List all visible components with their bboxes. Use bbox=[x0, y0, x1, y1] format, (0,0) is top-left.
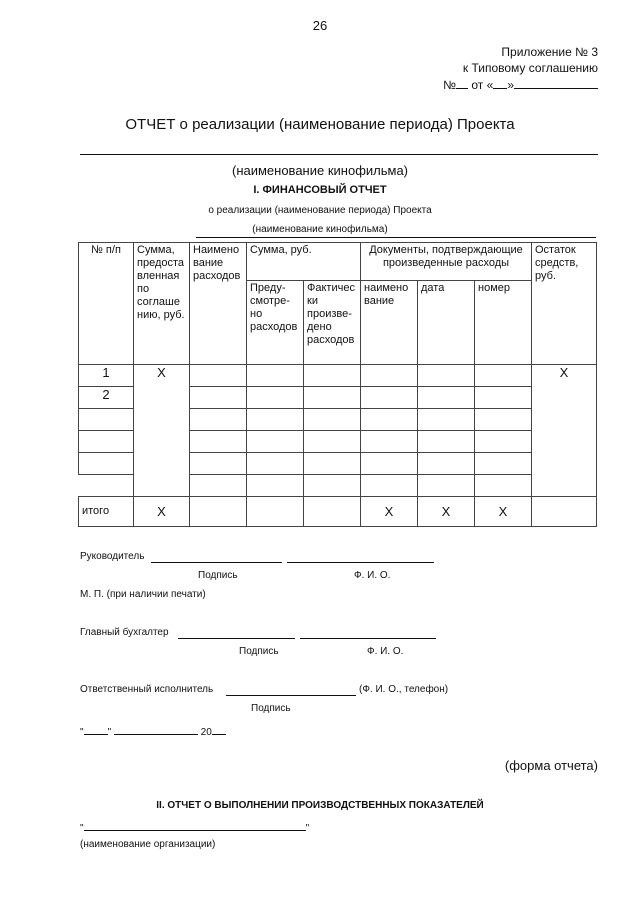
table-cell bbox=[190, 409, 247, 431]
table-cell bbox=[247, 431, 304, 453]
table-cell bbox=[79, 431, 134, 453]
head-signature-caption: Подпись bbox=[198, 570, 238, 581]
table-cell bbox=[79, 475, 134, 497]
head-fio-line bbox=[287, 562, 434, 563]
table-cell bbox=[304, 431, 361, 453]
appendix-month-blank bbox=[514, 76, 598, 89]
table-cell bbox=[361, 409, 418, 431]
date-year-blank bbox=[212, 722, 226, 735]
table-cell bbox=[418, 431, 475, 453]
total-row bbox=[79, 497, 597, 527]
project-name-line bbox=[80, 154, 598, 155]
org-name-line: " " bbox=[80, 818, 309, 834]
table-cell bbox=[361, 387, 418, 409]
x-mark: Х bbox=[532, 365, 597, 497]
org-name-blank bbox=[84, 818, 306, 831]
table-cell bbox=[247, 409, 304, 431]
table-cell bbox=[247, 475, 304, 497]
header-sum-actual: Фактичес ки произве-дено расходов bbox=[304, 281, 361, 365]
header-doc-date: дата bbox=[418, 281, 475, 365]
row-num: 2 bbox=[79, 387, 134, 409]
header-sum-planned: Преду-смотре-но расходов bbox=[247, 281, 304, 365]
accountant-fio-caption: Ф. И. О. bbox=[367, 646, 404, 657]
appendix-day-blank bbox=[493, 76, 507, 89]
header-doc-number: номер bbox=[475, 281, 532, 365]
table-cell bbox=[190, 497, 247, 527]
table-cell bbox=[247, 387, 304, 409]
table-cell bbox=[190, 453, 247, 475]
table-cell bbox=[304, 497, 361, 527]
head-fio-caption: Ф. И. О. bbox=[354, 570, 391, 581]
table-cell bbox=[79, 409, 134, 431]
table-cell bbox=[79, 453, 134, 475]
table-cell bbox=[361, 475, 418, 497]
head-label: Руководитель bbox=[80, 551, 145, 562]
accountant-label: Главный бухгалтер bbox=[80, 627, 169, 638]
appendix-line1: Приложение № 3 bbox=[501, 45, 598, 59]
form-label: (форма отчета) bbox=[504, 758, 598, 773]
table-row bbox=[79, 365, 597, 387]
table-cell bbox=[418, 365, 475, 387]
header-doc-name: наимено вание bbox=[361, 281, 418, 365]
table-cell bbox=[304, 453, 361, 475]
table-cell bbox=[475, 409, 532, 431]
section2-title: II. ОТЧЕТ О ВЫПОЛНЕНИИ ПРОИЗВОДСТВЕННЫХ ПОКАЗАТЕЛЕЙ bbox=[156, 800, 484, 811]
appendix-block bbox=[443, 44, 598, 93]
date-year-prefix: 20 bbox=[200, 727, 212, 738]
table-cell bbox=[418, 453, 475, 475]
date-day-blank bbox=[84, 722, 108, 735]
header-sum-rub: Сумма, руб. bbox=[247, 243, 361, 281]
appendix-num-prefix: № bbox=[443, 78, 457, 92]
table-cell bbox=[361, 365, 418, 387]
section1-title: I. ФИНАНСОВЫЙ ОТЧЕТ bbox=[253, 184, 387, 196]
appendix-date-mid: » bbox=[507, 78, 514, 92]
table-cell bbox=[532, 497, 597, 527]
row-num: 1 bbox=[79, 365, 134, 387]
accountant-signature-caption: Подпись bbox=[239, 646, 279, 657]
executor-label: Ответственный исполнитель bbox=[80, 684, 214, 695]
executor-signature-line bbox=[226, 695, 356, 696]
total-label: итого bbox=[79, 497, 134, 527]
x-mark: Х bbox=[418, 497, 475, 527]
table-cell bbox=[190, 365, 247, 387]
financial-table bbox=[78, 242, 597, 527]
x-mark: Х bbox=[475, 497, 532, 527]
header-balance: Остаток средств, руб. bbox=[532, 243, 597, 365]
executor-signature-caption: Подпись bbox=[251, 703, 291, 714]
table-cell bbox=[418, 475, 475, 497]
section1-film-name: (наименование кинофильма) bbox=[252, 224, 388, 235]
accountant-fio-line bbox=[300, 638, 436, 639]
appendix-date-prefix: от « bbox=[471, 78, 494, 92]
appendix-num-blank bbox=[456, 76, 468, 89]
table-cell bbox=[418, 387, 475, 409]
x-mark: Х bbox=[134, 365, 190, 497]
table-cell bbox=[304, 365, 361, 387]
header-expense-name: Наимено вание расходов bbox=[190, 243, 247, 365]
head-signature-line bbox=[151, 562, 282, 563]
header-num: № п/п bbox=[79, 243, 134, 365]
table-cell bbox=[247, 497, 304, 527]
table-cell bbox=[190, 387, 247, 409]
table-cell bbox=[304, 475, 361, 497]
org-name-hint: (наименование организации) bbox=[80, 839, 216, 850]
table-cell bbox=[361, 453, 418, 475]
table-cell bbox=[475, 431, 532, 453]
accountant-signature-line bbox=[178, 638, 295, 639]
table-cell bbox=[475, 475, 532, 497]
executor-hint: (Ф. И. О., телефон) bbox=[359, 684, 449, 695]
table-cell bbox=[247, 453, 304, 475]
table-cell bbox=[418, 409, 475, 431]
film-name-placeholder: (наименование кинофильма) bbox=[231, 163, 409, 178]
section1-subtitle: о реализации (наименование периода) Проекта bbox=[208, 205, 432, 216]
appendix-line2: к Типовому соглашению bbox=[462, 61, 598, 75]
page-number: 26 bbox=[312, 18, 328, 33]
table-cell bbox=[361, 431, 418, 453]
film-name-line bbox=[196, 237, 596, 238]
stamp-label: М. П. (при наличии печати) bbox=[80, 589, 206, 600]
table-cell bbox=[304, 387, 361, 409]
x-mark: Х bbox=[361, 497, 418, 527]
header-sum-agreed: Сумма, предоста вленная по соглаше нию, руб. bbox=[134, 243, 190, 365]
x-mark: Х bbox=[134, 497, 190, 527]
header-documents: Документы, подтверждающие произведенные расходы bbox=[361, 243, 532, 281]
report-title: ОТЧЕТ о реализации (наименование периода) Проекта bbox=[125, 116, 515, 133]
table-cell bbox=[475, 387, 532, 409]
date-month-blank bbox=[114, 722, 198, 735]
table-cell bbox=[475, 453, 532, 475]
table-cell bbox=[247, 365, 304, 387]
table-cell bbox=[475, 365, 532, 387]
table-cell bbox=[304, 409, 361, 431]
appendix-number-date bbox=[443, 76, 598, 93]
table-cell bbox=[190, 475, 247, 497]
date-line: " " 20 bbox=[80, 722, 226, 738]
table-cell bbox=[190, 431, 247, 453]
